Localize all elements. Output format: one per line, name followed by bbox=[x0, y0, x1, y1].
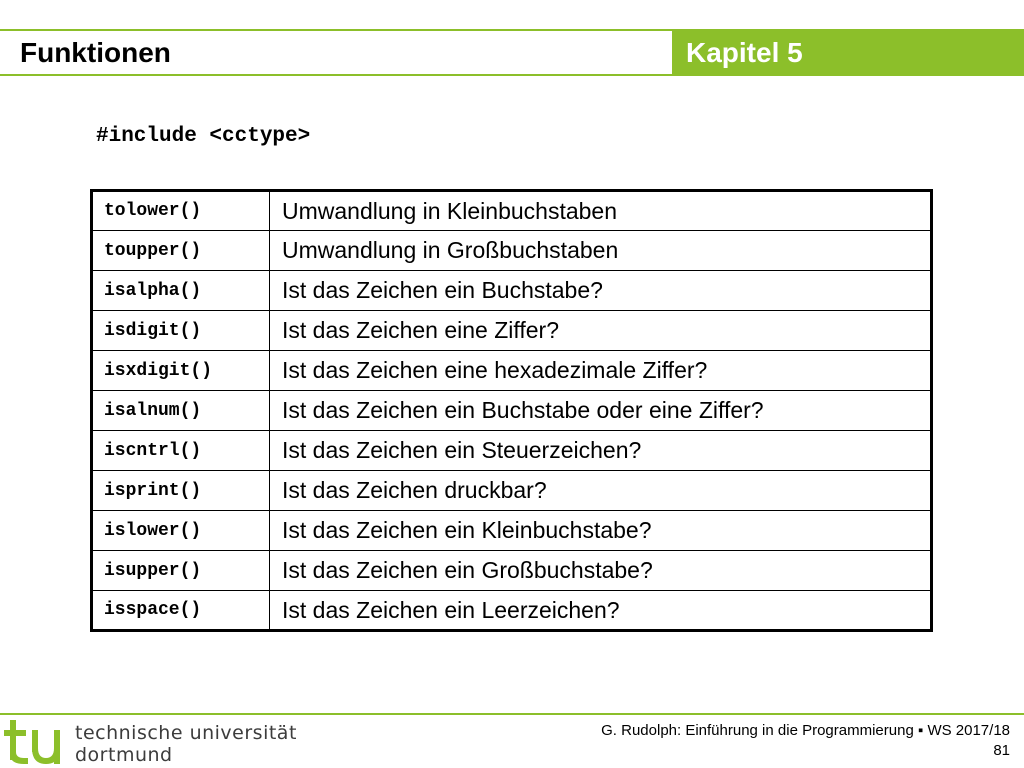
university-name bbox=[75, 722, 297, 766]
tu-logo-icon bbox=[4, 718, 66, 766]
chapter-label: Kapitel 5 bbox=[686, 37, 803, 68]
function-name-cell: isalpha() bbox=[92, 271, 270, 311]
university-name-line2: dortmund bbox=[75, 744, 173, 766]
table-row bbox=[92, 231, 932, 271]
function-description-cell: Ist das Zeichen ein Kleinbuchstabe? bbox=[270, 511, 932, 551]
function-name-cell: iscntrl() bbox=[92, 431, 270, 471]
function-description-cell: Ist das Zeichen ein Großbuchstabe? bbox=[270, 551, 932, 591]
table-row bbox=[92, 511, 932, 551]
table-row bbox=[92, 311, 932, 351]
function-table bbox=[90, 189, 933, 632]
function-description-cell: Umwandlung in Großbuchstaben bbox=[270, 231, 932, 271]
function-name-cell: tolower() bbox=[92, 191, 270, 231]
function-description-cell: Ist das Zeichen ein Steuerzeichen? bbox=[270, 431, 932, 471]
include-directive: #include <cctype> bbox=[96, 125, 311, 148]
function-name-cell: isprint() bbox=[92, 471, 270, 511]
function-name-cell: toupper() bbox=[92, 231, 270, 271]
function-description-cell: Ist das Zeichen ein Buchstabe? bbox=[270, 271, 932, 311]
page-number: 81 bbox=[993, 742, 1010, 759]
function-description-cell: Ist das Zeichen druckbar? bbox=[270, 471, 932, 511]
table-row bbox=[92, 591, 932, 631]
table-row bbox=[92, 551, 932, 591]
function-name-cell: isalnum() bbox=[92, 391, 270, 431]
table-row bbox=[92, 431, 932, 471]
footer-rule bbox=[0, 713, 1024, 715]
slide-title: Funktionen bbox=[20, 37, 171, 68]
function-name-cell: isupper() bbox=[92, 551, 270, 591]
function-name-cell: islower() bbox=[92, 511, 270, 551]
function-name-cell: isxdigit() bbox=[92, 351, 270, 391]
function-description-cell: Umwandlung in Kleinbuchstaben bbox=[270, 191, 932, 231]
function-name-cell: isspace() bbox=[92, 591, 270, 631]
function-description-cell: Ist das Zeichen eine hexadezimale Ziffer? bbox=[270, 351, 932, 391]
function-description-cell: Ist das Zeichen ein Buchstabe oder eine Ziffer? bbox=[270, 391, 932, 431]
table-row bbox=[92, 351, 932, 391]
function-table-body bbox=[92, 191, 932, 631]
table-row bbox=[92, 271, 932, 311]
table-row bbox=[92, 391, 932, 431]
table-row bbox=[92, 191, 932, 231]
function-description-cell: Ist das Zeichen ein Leerzeichen? bbox=[270, 591, 932, 631]
header-rule-bottom bbox=[0, 74, 1024, 76]
university-name-line1: technische universität bbox=[75, 722, 297, 744]
footer-citation: G. Rudolph: Einführung in die Programmierung ▪ WS 2017/18 bbox=[601, 722, 1010, 739]
function-name-cell: isdigit() bbox=[92, 311, 270, 351]
function-description-cell: Ist das Zeichen eine Ziffer? bbox=[270, 311, 932, 351]
table-row bbox=[92, 471, 932, 511]
chapter-badge bbox=[672, 29, 1024, 76]
